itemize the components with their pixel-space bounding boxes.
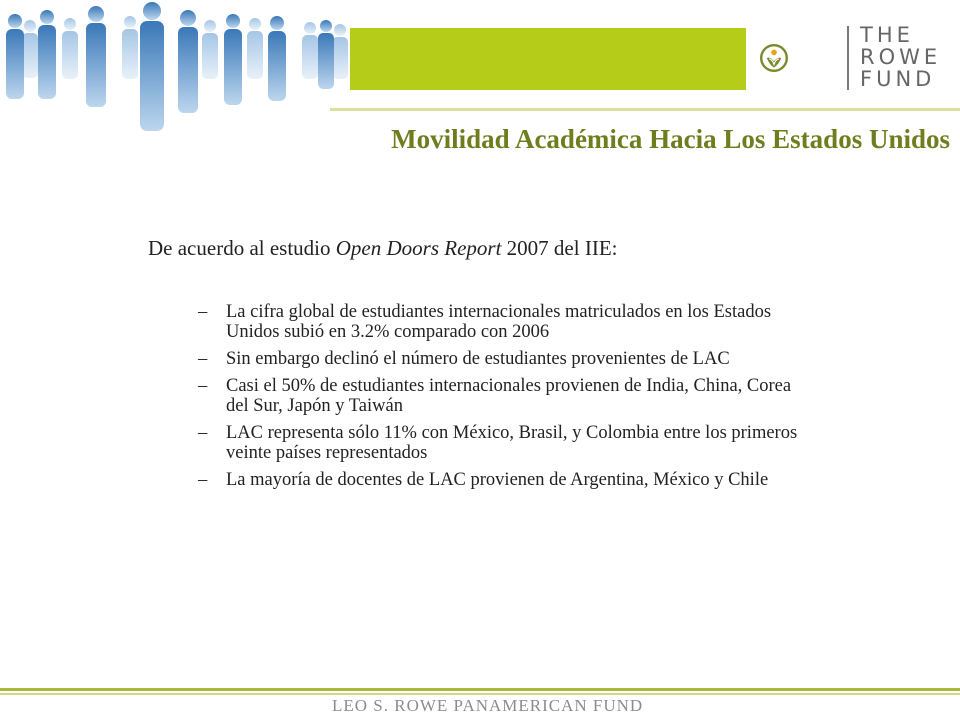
- bullet-item: [198, 470, 818, 490]
- bullet-text: La mayoría de docentes de LAC provienen de Argentina, México y Chile: [226, 470, 769, 490]
- logo-line-fund: FUND: [860, 67, 936, 91]
- bullet-dash: –: [198, 423, 208, 443]
- footer-rule-bottom: [0, 693, 960, 695]
- intro-report-name: Open Doors Report: [335, 236, 502, 260]
- rowe-fund-logo: [758, 22, 838, 94]
- bullet-text: Sin embargo declinó el número de estudiantes provenientes de LAC: [226, 349, 730, 369]
- header-divider: [330, 108, 960, 111]
- intro-line: [148, 236, 848, 261]
- bullet-dash: –: [198, 470, 208, 490]
- bullet-list: [198, 302, 818, 497]
- bullet-item: [198, 349, 818, 369]
- bullet-dash: –: [198, 376, 208, 396]
- logo-divider-line: [847, 26, 849, 90]
- footer-rule-top: [0, 688, 960, 691]
- green-header-banner: [350, 28, 746, 90]
- bullet-item: [198, 376, 818, 416]
- footer-text: LEO S. ROWE PANAMERICAN FUND: [332, 696, 644, 715]
- bullet-text: La cifra global de estudiantes internacionales matriculados en los Estados Unidos subió en 3.2% comparado con 2006: [226, 302, 772, 342]
- slide-title: Movilidad Académica Hacia Los Estados Unidos: [391, 124, 950, 154]
- bullet-dash: –: [198, 302, 208, 322]
- logo-line-rowe: ROWE: [860, 45, 942, 69]
- bullet-item: [198, 302, 818, 342]
- bullet-text: Casi el 50% de estudiantes internacionales provienen de India, China, Corea del Sur, Japón y Taiwán: [226, 376, 792, 416]
- people-silhouettes-image: [0, 0, 360, 140]
- bullet-dash: –: [198, 349, 208, 369]
- logo-line-the: THE: [860, 23, 914, 47]
- intro-suffix: 2007 del IIE:: [501, 236, 618, 260]
- bullet-item: [198, 423, 818, 463]
- intro-prefix: De acuerdo al estudio: [148, 236, 336, 260]
- bullet-text: LAC representa sólo 11% con México, Brasil, y Colombia entre los primeros veinte países representados: [226, 423, 798, 463]
- logo-wordmark: [860, 24, 950, 90]
